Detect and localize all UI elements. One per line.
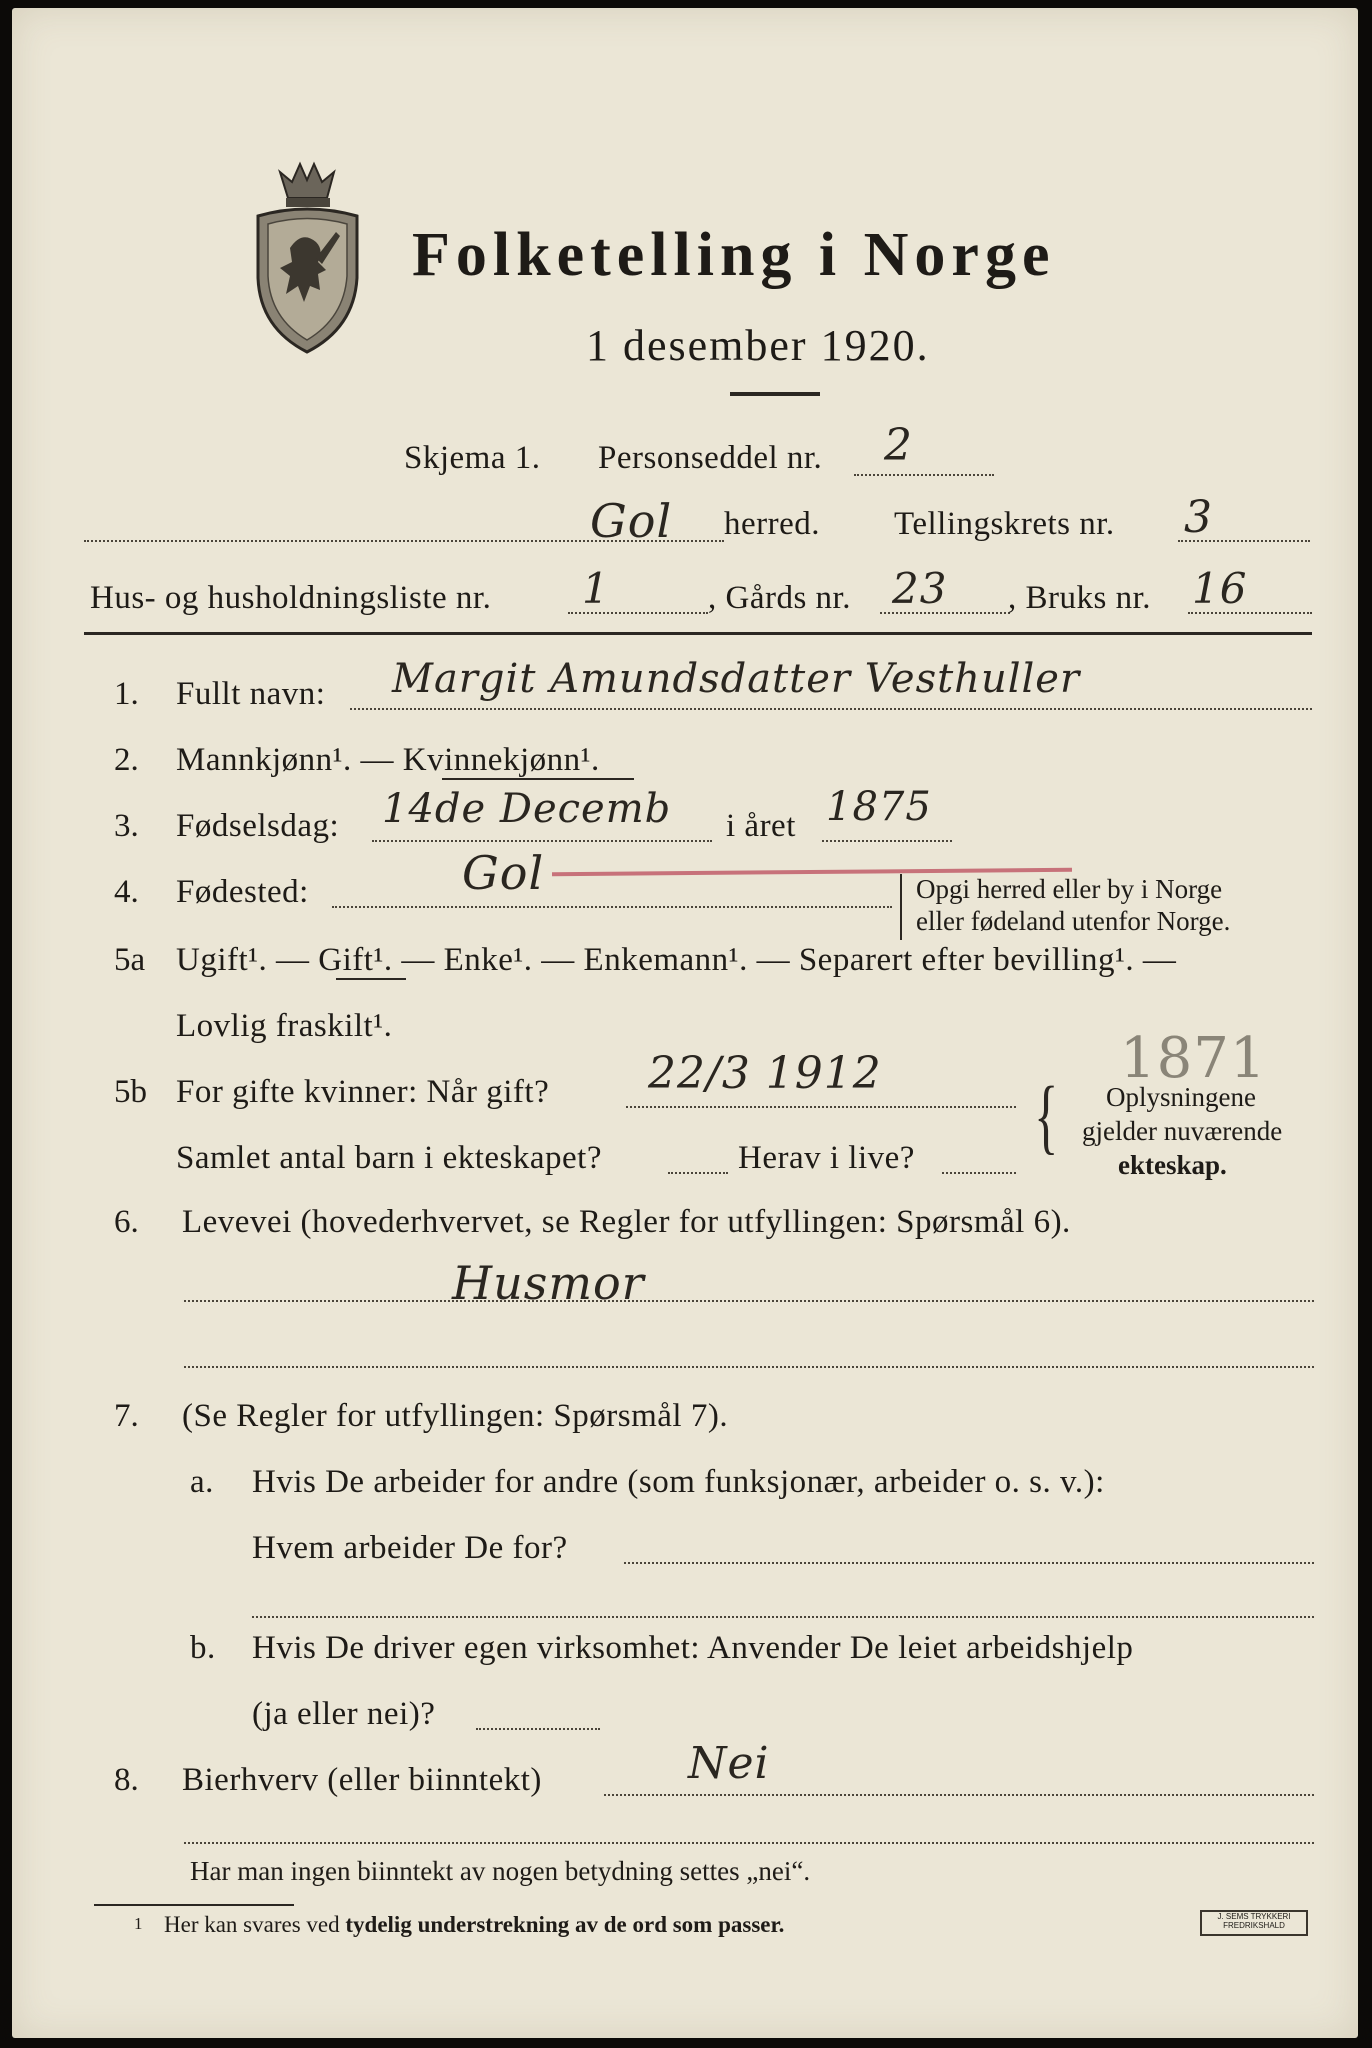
q5b-number: 5b (114, 1074, 147, 1110)
tellingskrets-value: 3 (1184, 492, 1213, 543)
personseddel-value: 2 (884, 420, 913, 471)
q3-label: Fødselsdag: (176, 808, 340, 844)
q7-label: (Se Regler for utfyllingen: Spørsmål 7). (182, 1398, 729, 1434)
hus-value: 1 (582, 564, 610, 613)
printer-line2: FREDRIKSHALD (1223, 1921, 1285, 1930)
q3-number: 3. (114, 808, 139, 844)
birthplace-value: Gol (462, 846, 545, 900)
birthplace-note-bracket (900, 874, 902, 940)
ekteskap-note-line1: Oplysningene (1106, 1082, 1256, 1112)
census-form-page (12, 8, 1358, 2038)
footnote-rule (94, 1904, 294, 1906)
printer-stamp (1200, 1910, 1308, 1936)
ekteskap-brace: { (1034, 1070, 1059, 1163)
q7b-line1: Hvis De driver egen virksomhet: Anvender De leiet arbeidshjelp (252, 1630, 1134, 1666)
q7-number: 7. (114, 1398, 139, 1434)
birth-year-field[interactable] (822, 840, 952, 842)
hus-label: Hus- og husholdningsliste nr. (90, 580, 492, 616)
title-divider (730, 392, 820, 396)
margin-pencil-note: 1871 (1120, 1026, 1267, 1091)
herred-value: Gol (590, 494, 673, 548)
q7a-line2: Hvem arbeider De for? (252, 1530, 568, 1566)
printer-line1: J. SEMS TRYKKERI (1217, 1912, 1291, 1921)
birthplace-note-line1: Opgi herred eller by i Norge (916, 874, 1223, 904)
form-title: Folketelling i Norge (412, 221, 1056, 289)
gender-options: Mannkjønn¹. — Kvinnekjønn¹. (176, 742, 600, 778)
footnote-bold: tydelig understrekning av de ord som passer. (345, 1912, 785, 1937)
birthdate-field[interactable] (372, 840, 712, 842)
q7a-line1: Hvis De arbeider for andre (som funksjonær, arbeider o. s. v.): (252, 1464, 1105, 1500)
marital-status-options: Ugift¹. — Gift¹. — Enke¹. — Enkemann¹. — Separert efter bevilling¹. — (176, 942, 1177, 978)
hired-help-field[interactable] (476, 1728, 600, 1730)
q7a-letter: a. (190, 1464, 214, 1500)
birth-year-value: 1875 (826, 784, 932, 830)
full-name-value: Margit Amundsdatter Vesthuller (392, 656, 1081, 702)
bruks-value: 16 (1192, 564, 1248, 613)
side-income-note: Har man ingen biinntekt av nogen betydning settes „nei“. (190, 1856, 811, 1886)
tellingskrets-label: Tellingskrets nr. (894, 506, 1115, 542)
q5a-number: 5a (114, 942, 146, 978)
employer-field[interactable] (624, 1562, 1314, 1564)
side-income-label: Bierhverv (eller biinntekt) (182, 1762, 542, 1798)
children-count-label: Samlet antal barn i ekteskapet? (176, 1140, 603, 1176)
birthplace-note-line2: eller fødeland utenfor Norge. (916, 906, 1231, 936)
employer-field-line2[interactable] (252, 1616, 1314, 1618)
side-income-value: Nei (688, 1738, 770, 1789)
occupation-label: Levevei (hovederhvervet, se Regler for utfyllingen: Spørsmål 6). (182, 1204, 1071, 1240)
footnote-mark: 1 (134, 1914, 143, 1933)
q1-number: 1. (114, 676, 139, 712)
form-date: 1 desember 1920. (586, 321, 930, 370)
children-count-field[interactable] (668, 1172, 728, 1174)
coat-of-arms-icon (250, 158, 365, 358)
header-rule (84, 632, 1312, 635)
gender-underline-mark (442, 778, 634, 780)
personseddel-field[interactable] (854, 474, 994, 476)
side-income-field-line2[interactable] (184, 1842, 1314, 1844)
marital-underline-mark (336, 978, 406, 980)
birthplace-field[interactable] (332, 906, 892, 908)
gards-value: 23 (892, 564, 948, 613)
q1-label: Fullt navn: (176, 676, 326, 712)
ekteskap-note-line2: gjelder nuværende (1082, 1116, 1283, 1146)
herred-label: herred. (724, 506, 821, 542)
skjema-label: Skjema 1. (404, 440, 541, 476)
q8-number: 8. (114, 1762, 139, 1798)
footnote-text (164, 1912, 784, 1938)
married-when-value: 22/3 1912 (648, 1048, 882, 1099)
birthdate-value: 14de Decemb (382, 786, 672, 832)
side-income-field[interactable] (604, 1794, 1314, 1796)
occupation-value: Husmor (452, 1256, 645, 1310)
q7b-letter: b. (190, 1630, 216, 1666)
q4-label: Fødested: (176, 874, 309, 910)
q4-number: 4. (114, 874, 139, 910)
q7b-line2: (ja eller nei)? (252, 1696, 436, 1732)
marital-status-line2: Lovlig fraskilt¹. (176, 1008, 393, 1044)
footnote-plain: Her kan svares ved (164, 1912, 340, 1937)
children-alive-label: Herav i live? (738, 1140, 915, 1176)
full-name-field[interactable] (350, 708, 1312, 710)
occupation-field[interactable] (184, 1300, 1314, 1302)
children-alive-field[interactable] (942, 1172, 1016, 1174)
bruks-label: , Bruks nr. (1008, 580, 1152, 616)
year-label: i året (726, 808, 796, 844)
married-when-field[interactable] (626, 1106, 1016, 1108)
married-when-label: For gifte kvinner: Når gift? (176, 1074, 550, 1110)
personseddel-label: Personseddel nr. (598, 440, 823, 476)
q2-number: 2. (114, 742, 139, 778)
ekteskap-note-line3: ekteskap. (1118, 1150, 1227, 1180)
q6-number: 6. (114, 1204, 139, 1240)
occupation-field-line2[interactable] (184, 1366, 1314, 1368)
gards-label: , Gårds nr. (708, 580, 851, 616)
